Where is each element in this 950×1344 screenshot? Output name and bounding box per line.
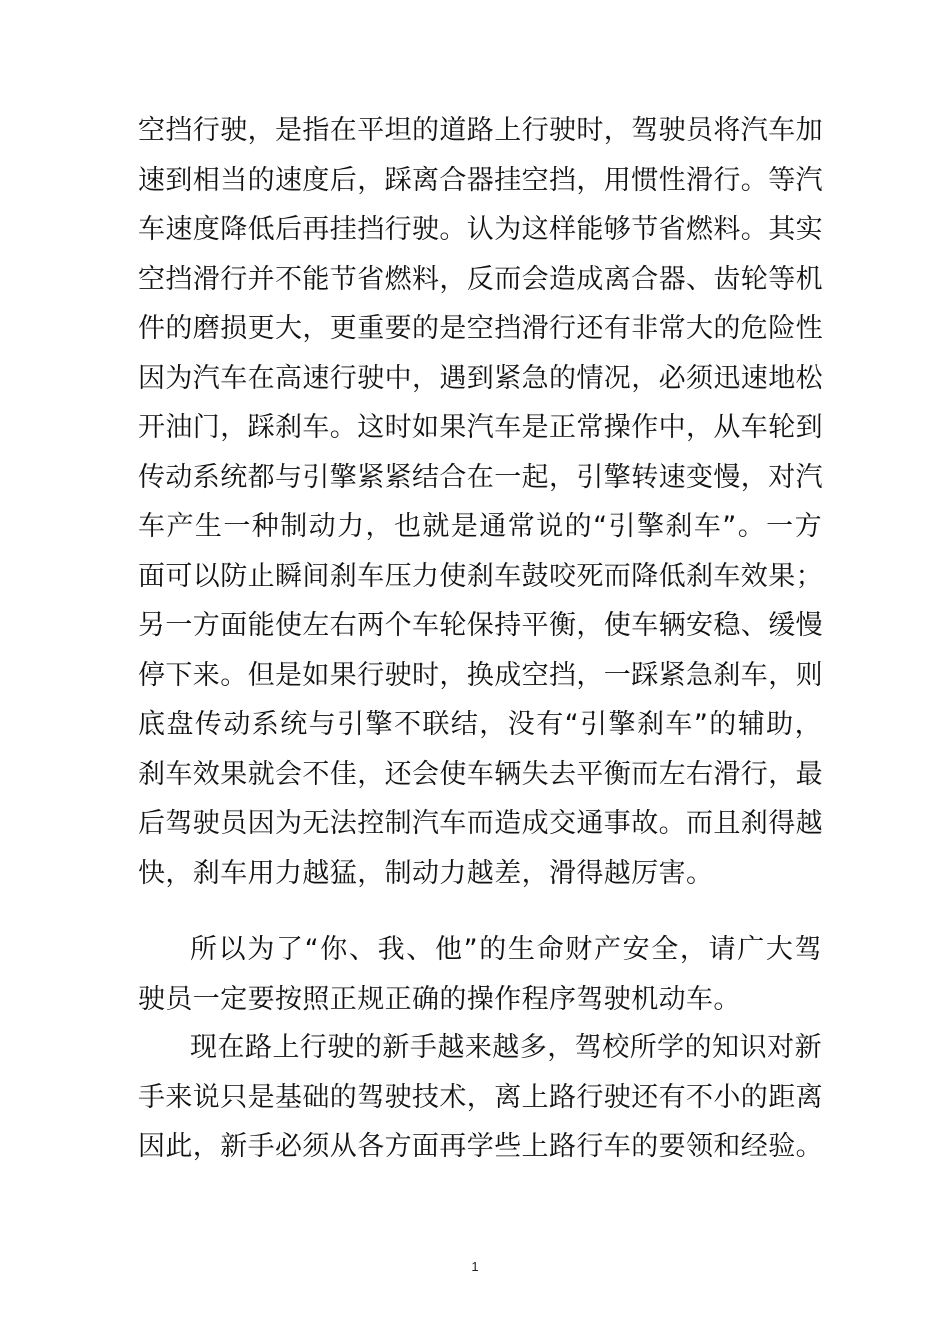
paragraph-line: 件的磨损更大，更重要的是空挡滑行还有非常大的危险性: [138, 313, 823, 344]
paragraph-line: 驶员一定要按照正规正确的操作程序驾驶机动车。: [138, 983, 741, 1015]
paragraph-line: 另一方面能使左右两个车轮保持平衡，使车辆安稳、缓慢: [138, 610, 823, 641]
paragraph-line: 刹车效果就会不佳，还会使车辆失去平衡而左右滑行，最: [138, 758, 823, 790]
paragraph-line: 空挡滑行并不能节省燃料，反而会造成离合器、齿轮等机: [138, 263, 823, 295]
paragraph-line: 车速度降低后再挂挡行驶。认为这样能够节省燃料。其实: [138, 214, 823, 245]
paragraph-line: 因此，新手必须从各方面再学些上路行车的要领和经验。: [138, 1131, 823, 1162]
paragraph-new-drivers: [138, 1023, 822, 1172]
paragraph-line: 手来说只是基础的驾驶技术，离上路行驶还有不小的距离: [138, 1081, 823, 1113]
paragraph-line: 底盘传动系统与引擎不联结，没有“引擎刹车”的辅助，: [138, 709, 822, 740]
paragraph-safety-appeal: [138, 925, 822, 1024]
paragraph-line: 车产生一种制动力，也就是通常说的“引擎刹车”。一方: [138, 511, 822, 542]
paragraph-line: 后驾驶员因为无法控制汽车而造成交通事故。而且刹得越: [138, 808, 823, 839]
paragraph-line: 传动系统都与引擎紧紧结合在一起，引擎转速变慢，对汽: [138, 461, 823, 493]
paragraph-line: 所以为了“你、我、他”的生命财产安全，请广大驾: [190, 934, 822, 965]
paragraph-line: 开油门，踩刹车。这时如果汽车是正常操作中，从车轮到: [138, 412, 823, 443]
paragraph-line: 空挡行驶，是指在平坦的道路上行驶时，驾驶员将汽车加: [138, 115, 823, 146]
paragraph-line: 面可以防止瞬间刹车压力使刹车鼓咬死而降低刹车效果；: [138, 560, 823, 592]
paragraph-line: 因为汽车在高速行驶中，遇到紧急的情况，必须迅速地松: [138, 362, 823, 394]
paragraph-line: 现在路上行驶的新手越来越多，驾校所学的知识对新: [190, 1032, 822, 1063]
paragraph-neutral-gear-coasting: [138, 106, 822, 898]
paragraph-line: 快，刹车用力越猛，制动力越差，滑得越厉害。: [138, 857, 714, 889]
paragraph-line: 速到相当的速度后，踩离合器挂空挡，用惯性滑行。等汽: [138, 164, 823, 196]
paragraph-line: 停下来。但是如果行驶时，换成空挡，一踩紧急刹车，则: [138, 659, 823, 691]
page-number: 1: [471, 1259, 479, 1274]
